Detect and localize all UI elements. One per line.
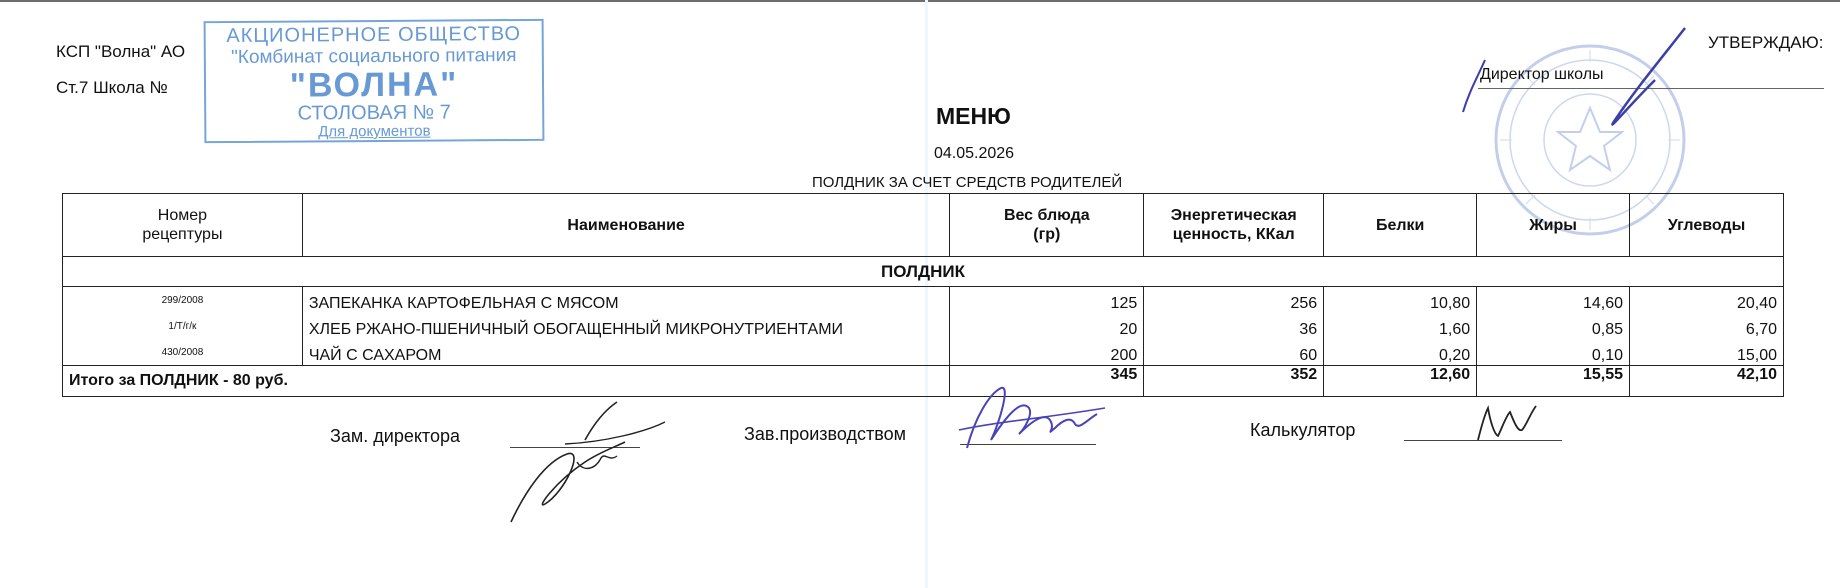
director-label: Директор школы [1480, 66, 1604, 83]
school-name: Ст.7 Школа № [56, 78, 168, 97]
total-label: Итого за ПОЛДНИК - 80 руб. [63, 366, 950, 397]
menu-table [62, 193, 1784, 397]
stamp-line: Для документов [318, 122, 431, 141]
table-header-row [63, 194, 1784, 257]
organization-name: КСП "Волна" АО [56, 42, 186, 61]
dish-protein: 1,60 [1324, 313, 1477, 339]
total-row [63, 366, 1784, 397]
document-title: МЕНЮ [936, 103, 1011, 129]
header-recipe-number: Номер рецептуры [63, 194, 303, 257]
stamp-line: "Комбинат социального питания [231, 45, 517, 68]
document-subtitle: ПОЛДНИК ЗА СЧЕТ СРЕДСТВ РОДИТЕЛЕЙ [812, 174, 1123, 191]
header-energy: Энергетическая ценность, ККал [1144, 194, 1324, 257]
header-fat: Жиры [1477, 194, 1630, 257]
dish-protein: 10,80 [1324, 287, 1477, 314]
dish-fat: 14,60 [1477, 287, 1630, 314]
dish-weight: 125 [950, 287, 1144, 314]
header-protein: Белки [1324, 194, 1477, 257]
stamp-line: АКЦИОНЕРНОЕ ОБЩЕСТВО [226, 22, 522, 48]
dish-fat: 0,85 [1477, 313, 1630, 339]
dish-carbs: 6,70 [1630, 313, 1784, 339]
calculator-signature-icon [1470, 400, 1550, 450]
stamp-line: "ВОЛНА" [289, 65, 459, 105]
table-row [63, 313, 1784, 339]
table-row [63, 339, 1784, 366]
section-row [63, 257, 1784, 287]
approve-label: УТВЕРЖДАЮ: [1708, 33, 1824, 52]
deputy-director-label: Зам. директора [330, 426, 460, 446]
director-signature-icon [1455, 20, 1715, 150]
header-weight: Вес блюда (гр) [950, 194, 1144, 257]
dish-energy: 256 [1144, 287, 1324, 314]
organization-stamp [204, 19, 545, 143]
total-fat: 15,55 [1477, 366, 1630, 397]
dish-weight: 200 [950, 339, 1144, 366]
document-date: 04.05.2026 [934, 145, 1015, 162]
production-signature-icon [955, 378, 1115, 458]
dish-name: ХЛЕБ РЖАНО-ПШЕНИЧНЫЙ ОБОГАЩЕННЫЙ МИКРОНУТРИЕНТАМИ [302, 313, 950, 339]
stamp-line: СТОЛОВАЯ № 7 [297, 101, 451, 125]
page-top-edge [0, 0, 1840, 2]
dish-name: ЗАПЕКАНКА КАРТОФЕЛЬНАЯ С МЯСОМ [302, 287, 950, 314]
recipe-number: 1/Т/г/к [63, 313, 303, 339]
recipe-number: 299/2008 [63, 287, 303, 314]
section-title: ПОЛДНИК [63, 257, 1784, 287]
dish-energy: 36 [1144, 313, 1324, 339]
dish-energy: 60 [1144, 339, 1324, 366]
dish-carbs: 20,40 [1630, 287, 1784, 314]
dish-fat: 0,10 [1477, 339, 1630, 366]
total-energy: 352 [1144, 366, 1324, 397]
dish-name: ЧАЙ С САХАРОМ [302, 339, 950, 366]
header-name: Наименование [302, 194, 950, 257]
calculator-label: Калькулятор [1250, 420, 1356, 440]
deputy-signature-icon [505, 392, 675, 532]
header-carbs: Углеводы [1630, 194, 1784, 257]
total-weight: 345 [950, 366, 1144, 397]
table-row [63, 287, 1784, 314]
dish-weight: 20 [950, 313, 1144, 339]
total-protein: 12,60 [1324, 366, 1477, 397]
production-manager-label: Зав.производством [744, 424, 906, 444]
dish-carbs: 15,00 [1630, 339, 1784, 366]
total-carbs: 42,10 [1630, 366, 1784, 397]
recipe-number: 430/2008 [63, 339, 303, 366]
dish-protein: 0,20 [1324, 339, 1477, 366]
